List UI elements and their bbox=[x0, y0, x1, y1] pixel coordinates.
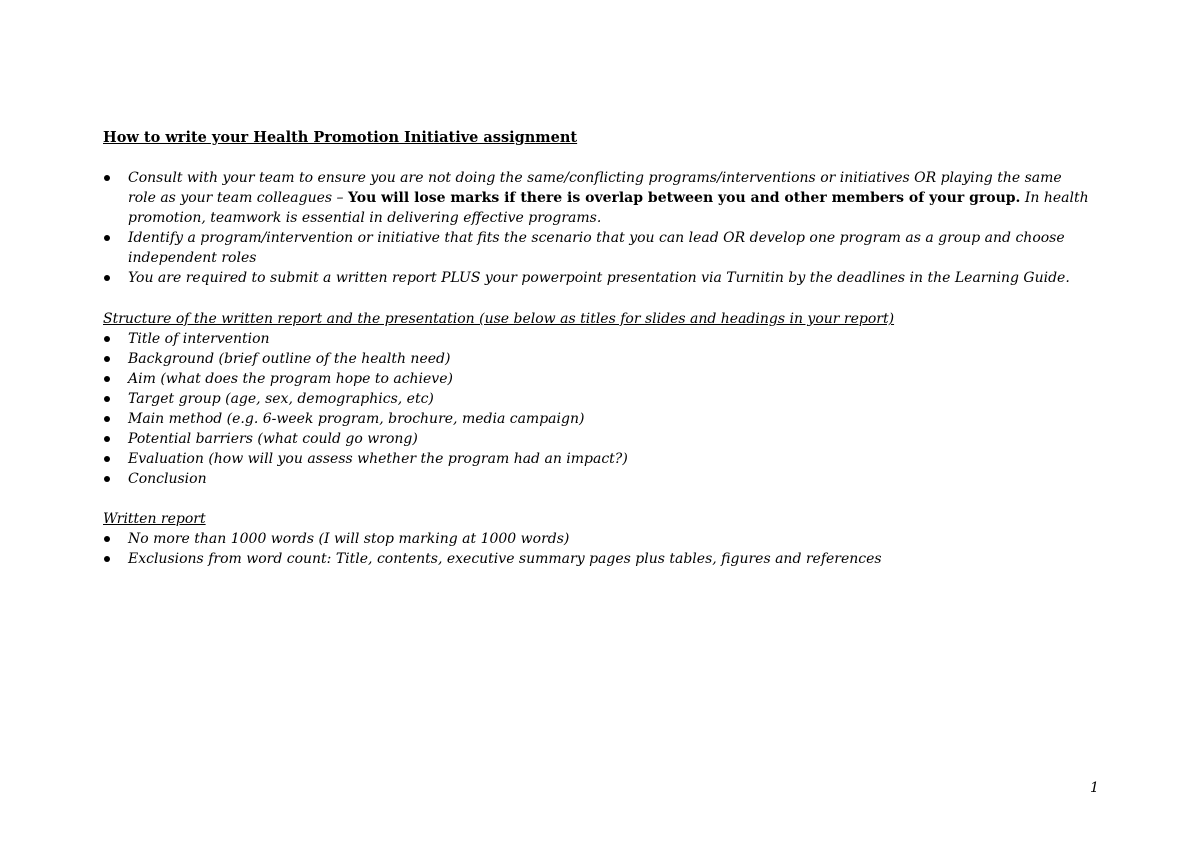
written-report-item: Exclusions from word count: Title, contents, executive summary pages plus tables, figures and references bbox=[128, 551, 882, 567]
list-item bbox=[0, 389, 1200, 409]
bullet-text: Consult with your team to ensure you are not doing the same/conflicting programs/interventions or initiatives OR playing the same role as your team colleagues – bbox=[128, 170, 1062, 206]
structure-item: Background (brief outline of the health need) bbox=[128, 351, 451, 367]
list-item bbox=[0, 549, 1200, 569]
structure-item: Target group (age, sex, demographics, etc) bbox=[128, 391, 434, 407]
list-item bbox=[0, 329, 1200, 349]
written-report-item: No more than 1000 words (I will stop marking at 1000 words) bbox=[128, 531, 570, 547]
bullet-text: In health promotion, teamwork is essential in delivering effective programs. bbox=[128, 190, 1089, 226]
list-item bbox=[0, 168, 1200, 228]
structure-item: Potential barriers (what could go wrong) bbox=[128, 431, 418, 447]
intro-bullet-list bbox=[0, 168, 1200, 288]
list-item bbox=[0, 409, 1200, 429]
bullet-text: You are required to submit a written report PLUS your powerpoint presentation via Turnitin by the deadlines in the Learning Guide. bbox=[128, 270, 1070, 286]
warning-text: You will lose marks if there is overlap between you and other members of your group. bbox=[348, 190, 1021, 206]
written-report-list bbox=[0, 529, 1200, 569]
structure-item: Title of intervention bbox=[128, 331, 270, 347]
structure-item: Evaluation (how will you assess whether the program had an impact?) bbox=[128, 451, 628, 467]
page-number: 1 bbox=[1090, 780, 1099, 796]
structure-heading: Structure of the written report and the presentation (use below as titles for slides and headings in your report) bbox=[103, 311, 895, 327]
document-title: How to write your Health Promotion Initiative assignment bbox=[103, 129, 578, 146]
structure-item: Aim (what does the program hope to achieve) bbox=[128, 371, 453, 387]
bullet-text: Identify a program/intervention or initiative that fits the scenario that you can lead OR develop one program as a group and choose independent roles bbox=[128, 230, 1065, 266]
list-item bbox=[0, 429, 1200, 449]
list-item bbox=[0, 369, 1200, 389]
list-item bbox=[0, 469, 1200, 489]
list-item bbox=[0, 268, 1200, 288]
list-item bbox=[0, 349, 1200, 369]
structure-list bbox=[0, 329, 1200, 489]
list-item bbox=[0, 228, 1200, 268]
list-item bbox=[0, 449, 1200, 469]
structure-item: Main method (e.g. 6-week program, brochure, media campaign) bbox=[128, 411, 585, 427]
list-item bbox=[0, 529, 1200, 549]
written-report-heading: Written report bbox=[103, 511, 206, 527]
structure-item: Conclusion bbox=[128, 471, 207, 487]
